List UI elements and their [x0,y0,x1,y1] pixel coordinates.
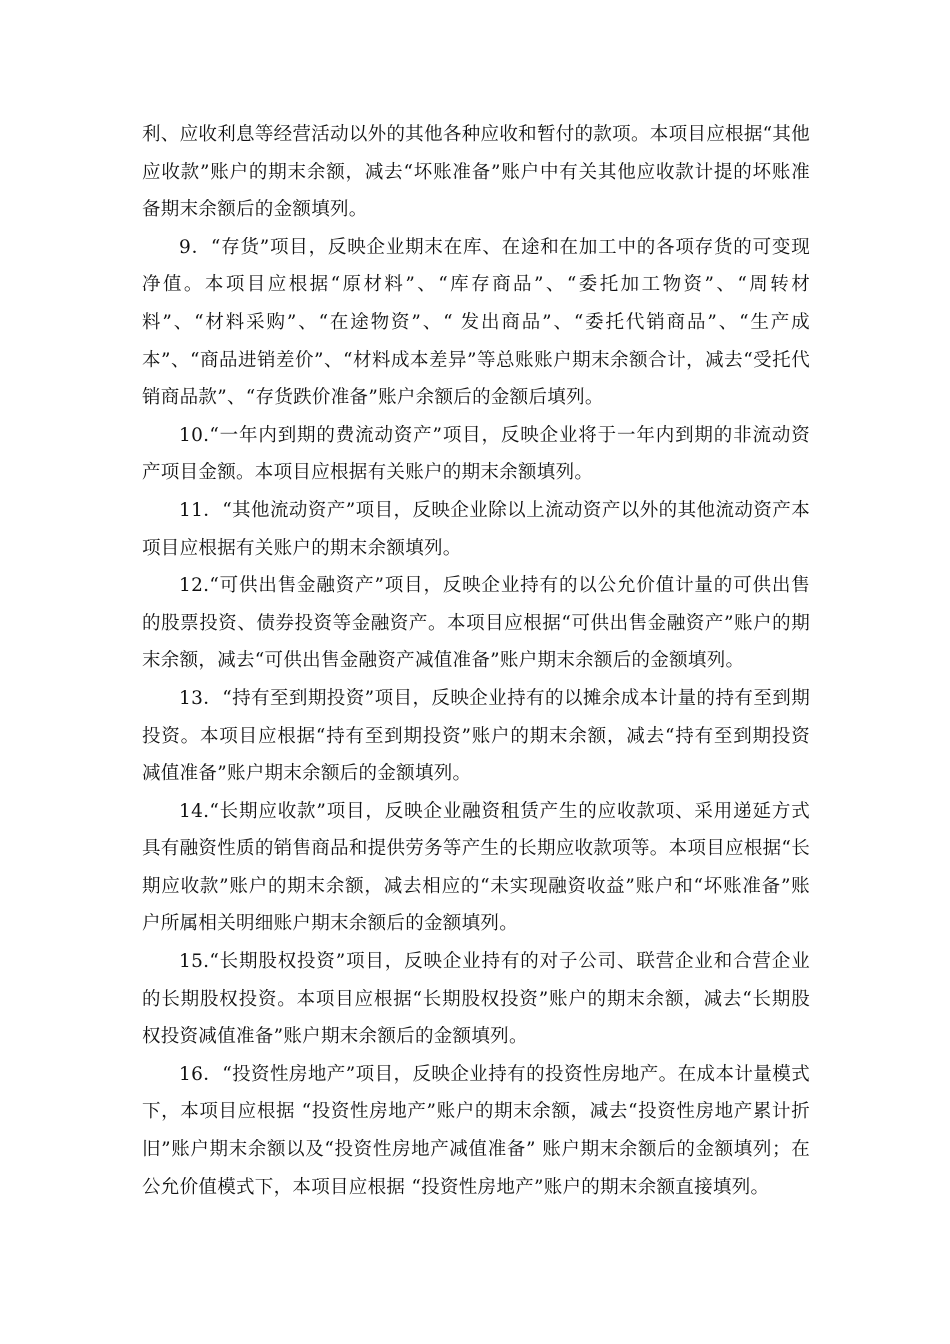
paragraph-item-12-available-for-sale-financial-assets: 12.“可供出售金融资产”项目，反映企业持有的以公允价值计量的可供出售的股票投资、债券投资等金融资产。本项目应根据“可供出售金融资产”账户的期末余额，减去“可供出售金融资产减值准备”账户期末余额后的金额填列。 [142,575,810,672]
paragraph-item-13-held-to-maturity-investments: 13．“持有至到期投资”项目，反映企业持有的以摊余成本计量的持有至到期投资。本项目应根据“持有至到期投资”账户的期末余额，减去“持有至到期投资减值准备”账户期末余额后的金额填列。 [142,687,810,785]
paragraph-item-11-other-current-assets: 11．“其他流动资产”项目，反映企业除以上流动资产以外的其他流动资产本项目应根据有关账户的期末余额填列。 [142,499,810,559]
document-page [142,116,810,1206]
paragraph-item-9-inventory: 9．“存货”项目，反映企业期末在库、在途和在加工中的各项存货的可变现净值。本项目应根据“原材料”、“库存商品”、“委托加工物资”、“周转材料”、“材料采购”、“在途物资”、“ 发出商品”、“委托代销商品”、“生产成本”、“商品进销差价”、“材料成本差异”等总账账户期末余额合计，减去“受托代销商品款”、“存货跌价准备”账户余额后的金额后填列。 [142,236,810,409]
paragraph-item-14-long-term-receivables: 14.“长期应收款”项目，反映企业融资租赁产生的应收款项、采用递延方式具有融资性质的销售商品和提供劳务等产生的长期应收款项等。本项目应根据“长期应收款”账户的期末余额，减去相应的“未实现融资收益”账户和“坏账准备”账户所属相关明细账户期末余额后的金额填列。 [142,800,810,935]
paragraph-item-16-investment-property: 16．“投资性房地产”项目，反映企业持有的投资性房地产。在成本计量模式下，本项目应根据 “投资性房地产”账户的期末余额，减去“投资性房地产累计折旧”账户期末余额以及“投资性房地产减值准备” 账户期末余额后的金额填列；在公允价值模式下，本项目应根据 “投资性房地产”账户的期末余额直接填列。 [142,1063,810,1198]
paragraph-item-15-long-term-equity-investments: 15.“长期股权投资”项目，反映企业持有的对子公司、联营企业和合营企业的长期股权投资。本项目应根据“长期股权投资”账户的期末余额，减去“长期股权投资减值准备”账户期末余额后的金额填列。 [142,951,810,1048]
paragraph-other-receivables-continued: 利、应收利息等经营活动以外的其他各种应收和暂付的款项。本项目应根据“其他应收款”账户的期末余额，减去“坏账准备”账户中有关其他应收款计提的坏账准备期末余额后的金额填列。 [142,124,810,221]
paragraph-item-10-current-portion-noncurrent-assets: 10.“一年内到期的费流动资产”项目，反映企业将于一年内到期的非流动资产项目金额。本项目应根据有关账户的期末余额填列。 [142,424,810,484]
